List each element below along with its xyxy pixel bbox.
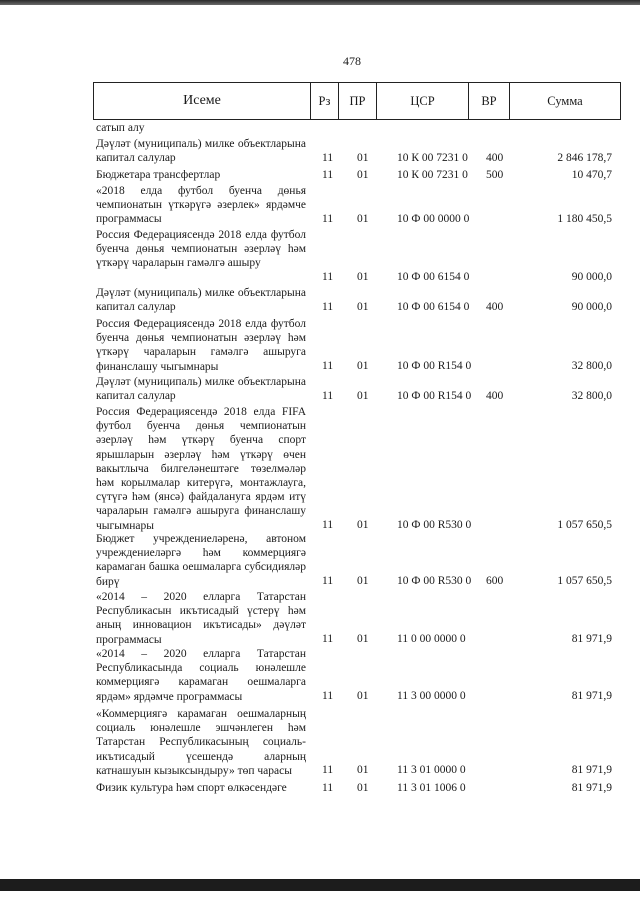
column-header-name: Исеме xyxy=(94,83,311,119)
row-rz: 11 xyxy=(322,575,334,587)
row-pr: 01 xyxy=(357,360,369,372)
row-pr: 01 xyxy=(357,390,369,402)
row-name: «2018 елда футбол буенча дөнья чемпионатын үткәрүгә әзерлек» ярдәмче программасы xyxy=(96,185,306,226)
row-name: Бюджетара трансфертлар xyxy=(96,169,221,181)
column-header-rz: Рз xyxy=(311,83,339,119)
row-rz: 11 xyxy=(322,519,334,531)
row-csr: 10 К 00 7231 0 xyxy=(397,169,468,181)
row-csr: 11 0 00 0000 0 xyxy=(397,633,466,645)
row-csr: 10 К 00 7231 0 xyxy=(397,152,468,164)
row-name: «2014 – 2020 елларга Татарстан Республикасын икътисадый үстерү һәм аның инновацион икътисады» дәүләт программасы xyxy=(96,591,306,646)
row-sum: 32 800,0 xyxy=(571,360,612,372)
row-pr: 01 xyxy=(357,213,369,225)
row-sum: 81 971,9 xyxy=(571,633,612,645)
row-pr: 01 xyxy=(357,633,369,645)
page-number: 478 xyxy=(343,54,361,68)
row-vr: 500 xyxy=(486,169,504,181)
row-pr: 01 xyxy=(357,519,369,531)
row-csr: 11 3 00 0000 0 xyxy=(397,690,466,702)
row-csr: 10 Ф 00 6154 0 xyxy=(397,271,470,283)
row-sum: 1 180 450,5 xyxy=(557,213,612,225)
row-name: Россия Федерациясендә 2018 елда футбол буенча дөнья чемпионатын әзерләү һәм үткәрү чараларын гамәлгә ашыруга финанслашу чыгымнары xyxy=(96,318,306,373)
row-name: Физик культура һәм спорт өлкәсендәге xyxy=(96,782,287,794)
row-sum: 81 971,9 xyxy=(571,690,612,702)
row-sum: 2 846 178,7 xyxy=(557,152,612,164)
scan-edge-bottom xyxy=(0,879,640,891)
row-sum: 90 000,0 xyxy=(571,301,612,313)
row-rz: 11 xyxy=(322,633,334,645)
column-header-vr: ВР xyxy=(469,83,510,119)
row-csr: 10 Ф 00 6154 0 xyxy=(397,301,470,313)
row-name: Бюджет учреждениеләренә, автоном учреждениеләргә һәм коммерциягә карамаган башка оешмаларга субсидияләр бирү xyxy=(96,533,306,588)
row-rz: 11 xyxy=(322,301,334,313)
row-sum: 1 057 650,5 xyxy=(557,519,612,531)
row-name: Россия Федерациясендә 2018 елда FIFA футбол буенча дөнья чемпионатын әзерләү һәм үткәрү буенча спорт ярышларын әзерләү һәм үткәрү өчен вакытлыча билгеләнештәге төзелмәләр һәм корылмалар китерүгә, монтажлауга, сүтүгә һәм (янсә) файдалануга ярдәм итү чараларын гамәлгә ашыруга финанслашу чыгымнары xyxy=(96,406,306,532)
row-pr: 01 xyxy=(357,271,369,283)
row-pr: 01 xyxy=(357,782,369,794)
row-sum: 81 971,9 xyxy=(571,782,612,794)
row-csr: 11 3 01 0000 0 xyxy=(397,764,466,776)
row-rz: 11 xyxy=(322,764,334,776)
row-vr: 400 xyxy=(486,152,504,164)
row-name: Дәүләт (муниципаль) милке объектларына капитал салулар xyxy=(96,287,306,314)
row-rz: 11 xyxy=(322,360,334,372)
row-csr: 10 Ф 00 R530 0 xyxy=(397,575,472,587)
row-rz: 11 xyxy=(322,271,334,283)
row-rz: 11 xyxy=(322,213,334,225)
row-rz: 11 xyxy=(322,390,334,402)
row-rz: 11 xyxy=(322,690,334,702)
row-sum: 32 800,0 xyxy=(571,390,612,402)
row-name: «Коммерциягә карамаган оешмаларның социаль юнәлешле эшчәнлеген һәм Татарстан Республикасының социаль-икътисадый үсешендә аларның катнашуын кызыксындыру» төп чарасы xyxy=(96,708,306,777)
row-csr: 10 Ф 00 R154 0 xyxy=(397,360,472,372)
row-csr: 10 Ф 00 R154 0 xyxy=(397,390,472,402)
row-rz: 11 xyxy=(322,169,334,181)
row-name: Дәүләт (муниципаль) милке объектларына капитал салулар xyxy=(96,138,306,165)
row-csr: 10 Ф 00 R530 0 xyxy=(397,519,472,531)
row-pr: 01 xyxy=(357,169,369,181)
row-name: Россия Федерациясендә 2018 елда футбол буенча дөнья чемпионатын әзерләү һәм үткәрү чараларын гамәлгә ашыру xyxy=(96,229,306,270)
row-pr: 01 xyxy=(357,575,369,587)
row-rz: 11 xyxy=(322,782,334,794)
row-sum: 1 057 650,5 xyxy=(557,575,612,587)
row-vr: 400 xyxy=(486,301,504,313)
row-pr: 01 xyxy=(357,301,369,313)
row-vr: 400 xyxy=(486,390,504,402)
row-sum: 90 000,0 xyxy=(571,271,612,283)
column-header-csr: ЦСР xyxy=(377,83,469,119)
row-name: «2014 – 2020 елларга Татарстан Республикасында социаль юнәлешле коммерциягә карамаган оешмаларга ярдәм» ярдәмче программасы xyxy=(96,648,306,703)
row-pr: 01 xyxy=(357,690,369,702)
row-csr: 11 3 01 1006 0 xyxy=(397,782,466,794)
row-name: сатып алу xyxy=(96,122,145,134)
row-sum: 10 470,7 xyxy=(571,169,612,181)
row-pr: 01 xyxy=(357,764,369,776)
row-sum: 81 971,9 xyxy=(571,764,612,776)
row-csr: 10 Ф 00 0000 0 xyxy=(397,213,470,225)
row-vr: 600 xyxy=(486,575,504,587)
row-rz: 11 xyxy=(322,152,334,164)
column-header-sum: Сумма xyxy=(547,94,583,108)
row-pr: 01 xyxy=(357,152,369,164)
column-header-pr: ПР xyxy=(339,83,377,119)
row-name: Дәүләт (муниципаль) милке объектларына капитал салулар xyxy=(96,376,306,403)
